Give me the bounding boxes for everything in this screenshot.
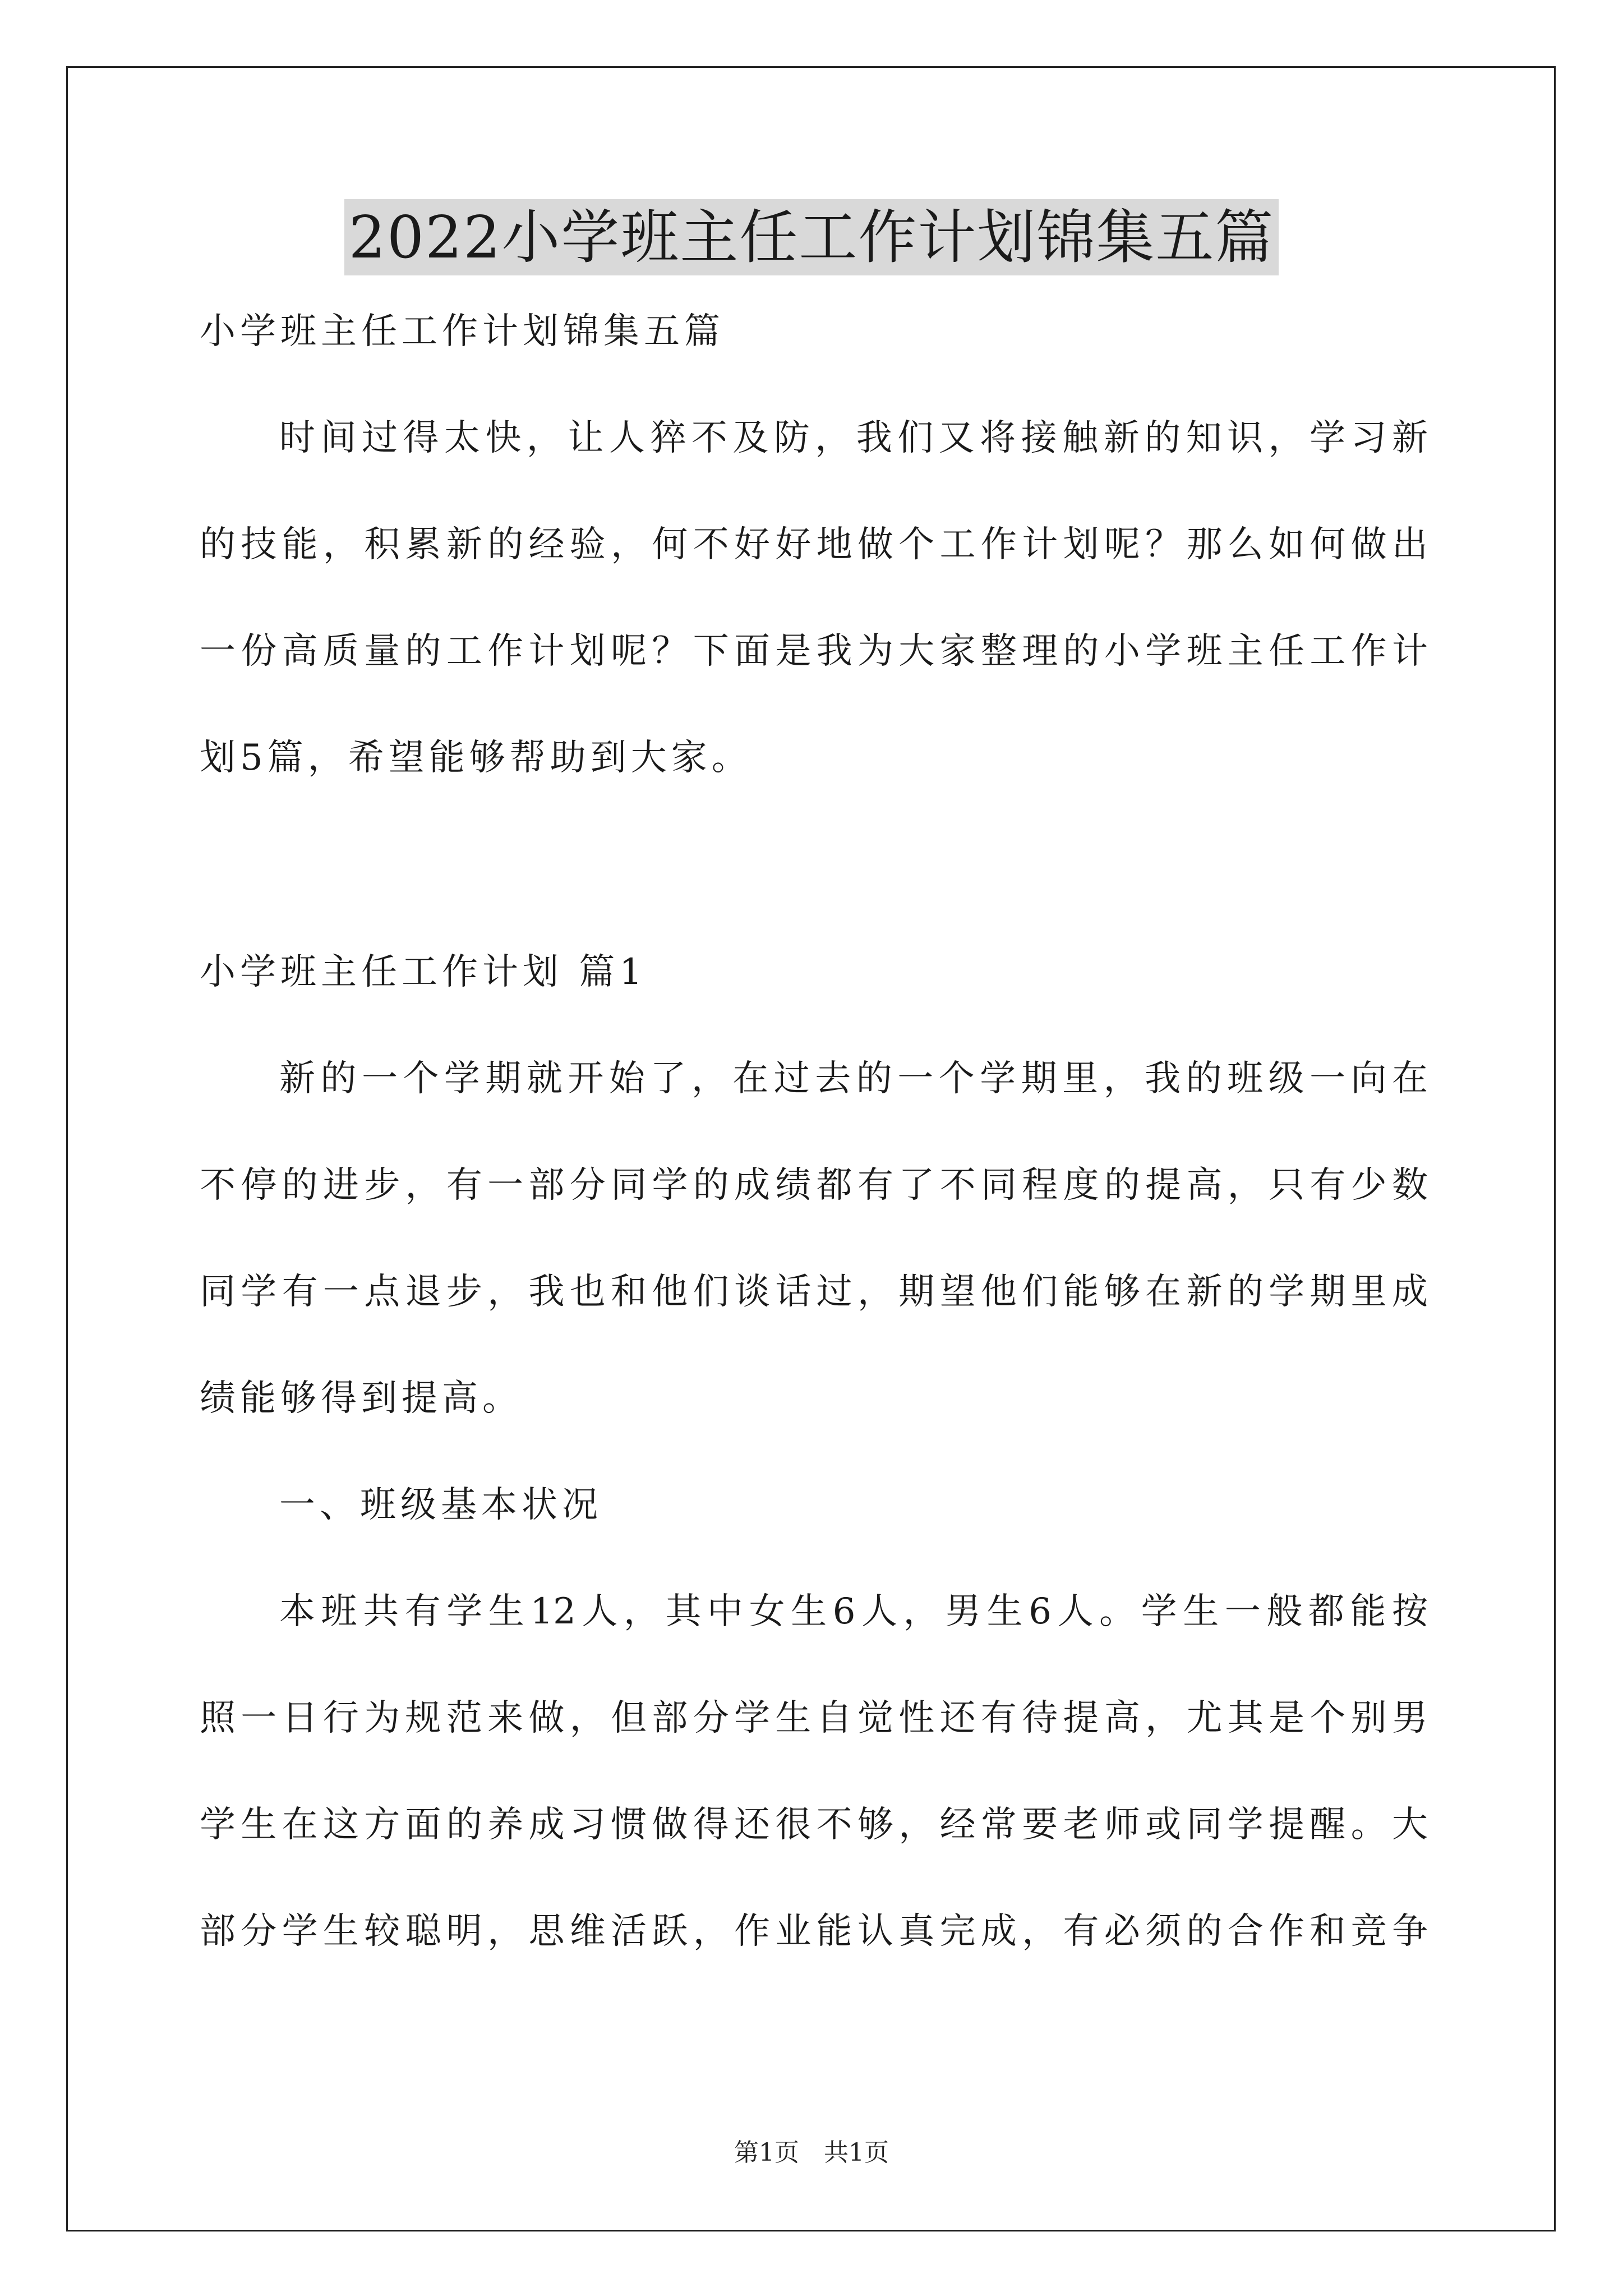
section-heading: 小学班主任工作计划 篇1: [200, 951, 647, 993]
paragraph-line: 同学有一点退步，我也和他们谈话过，期望他们能够在新的学期里成: [200, 1271, 1428, 1313]
document-subtitle: 小学班主任工作计划锦集五篇: [200, 311, 725, 352]
intro-line: 划5篇，希望能够帮助到大家。: [200, 737, 752, 779]
paragraph-line: 学生在这方面的养成习惯做得还很不够，经常要老师或同学提醒。大: [200, 1804, 1428, 1846]
paragraph-line: 绩能够得到提高。: [200, 1378, 523, 1419]
paragraph-line: 不停的进步，有一部分同学的成绩都有了不同程度的提高，只有少数: [200, 1165, 1428, 1206]
paragraph-line: 新的一个学期就开始了，在过去的一个学期里，我的班级一向在: [279, 1058, 1428, 1099]
intro-line: 一份高质量的工作计划呢？下面是我为大家整理的小学班主任工作计: [200, 631, 1428, 672]
paragraph-line: 部分学生较聪明，思维活跃，作业能认真完成，有必须的合作和竞争: [200, 1911, 1428, 1952]
document-body: [200, 311, 1428, 2018]
document-title: 2022小学班主任工作计划锦集五篇: [344, 199, 1279, 275]
page-footer: 第1页 共1页: [734, 2138, 889, 2167]
paragraph-line: 照一日行为规范来做，但部分学生自觉性还有待提高，尤其是个别男: [200, 1697, 1428, 1739]
paragraph-line: 本班共有学生12人，其中女生6人，男生6人。学生一般都能按: [279, 1591, 1428, 1632]
subheading: 一、班级基本状况: [279, 1484, 602, 1526]
intro-line: 的技能，积累新的经验，何不好好地做个工作计划呢？那么如何做出: [200, 524, 1428, 565]
title-container: [0, 199, 1623, 275]
intro-line: 时间过得太快，让人猝不及防，我们又将接触新的知识，学习新: [279, 417, 1428, 459]
